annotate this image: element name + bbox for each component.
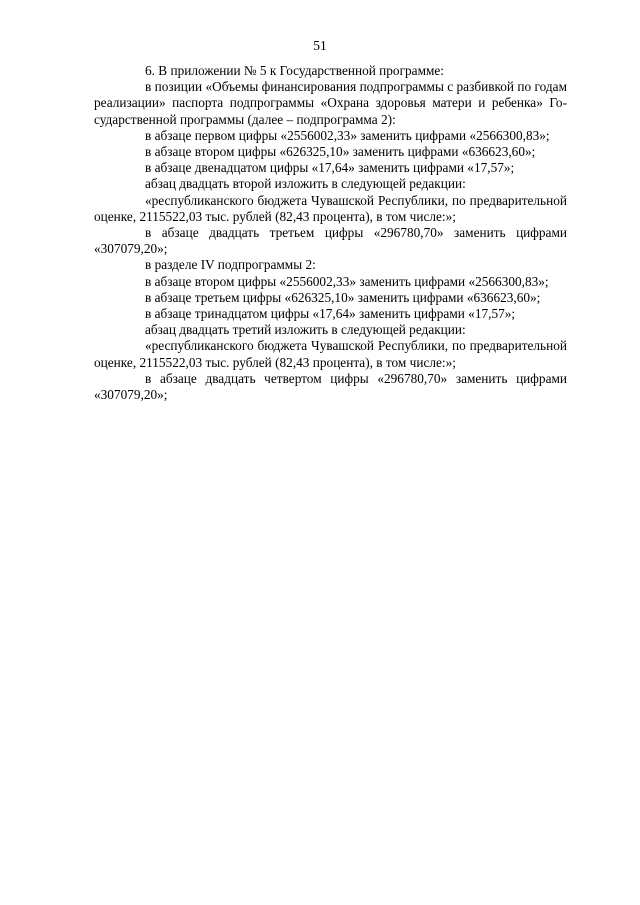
- paragraph-section-iv-thirteenth: в абзаце тринадцатом цифры «17,64» заменить цифрами «17,57»;: [145, 306, 516, 322]
- document-body: [94, 63, 567, 403]
- page-number: 51: [313, 38, 327, 53]
- paragraph-section-iv-third: в абзаце третьем цифры «626325,10» заменить цифрами «636623,60»;: [145, 289, 541, 305]
- paragraph-republican-budget-2: «республиканского бюджета Чувашской Республики, по предварительной оценке, 2115522,03 тыс. рублей (82,43 процента), в том числе:»;: [94, 338, 567, 370]
- paragraph-twenty-third-abzac: в абзаце двадцать третьем цифры «296780,70» заменить цифрами «307079,20»;: [94, 225, 567, 257]
- paragraph-twelfth-abzac: в абзаце двенадцатом цифры «17,64» заменить цифрами «17,57»;: [145, 160, 515, 176]
- paragraph-first-abzac: в абзаце первом цифры «2556002,33» заменить цифрами «2566300,83»;: [145, 127, 550, 143]
- paragraph-second-abzac: в абзаце втором цифры «626325,10» заменить цифрами «636623,60»;: [145, 144, 536, 160]
- paragraph-section-iv-twenty-third: абзац двадцать третий изложить в следующей редакции:: [145, 322, 466, 338]
- paragraph-twenty-second-abzac: абзац двадцать второй изложить в следующей редакции:: [145, 176, 466, 192]
- paragraph-twenty-fourth-abzac: в абзаце двадцать четвертом цифры «296780,70» заменить цифрами «307079,20»;: [94, 370, 567, 403]
- paragraph-passport-position: в позиции «Объемы финансирования подпрограммы с разбивкой по годам реализации» паспорта подпрограммы «Охрана здоровья матери и ребенка» Государственной программы (далее – подпрограмма 2):: [94, 79, 567, 127]
- paragraph-item-1: 6. В приложении № 5 к Государственной программе:: [145, 63, 445, 78]
- paragraph-republican-budget-1: «республиканского бюджета Чувашской Республики, по предварительной оценке, 2115522,03 тыс. рублей (82,43 процента), в том числе:»;: [94, 192, 567, 224]
- paragraph-section-iv: в разделе IV подпрограммы 2:: [145, 257, 316, 273]
- paragraph-section-iv-second: в абзаце втором цифры «2556002,33» заменить цифрами «2566300,83»;: [145, 273, 549, 289]
